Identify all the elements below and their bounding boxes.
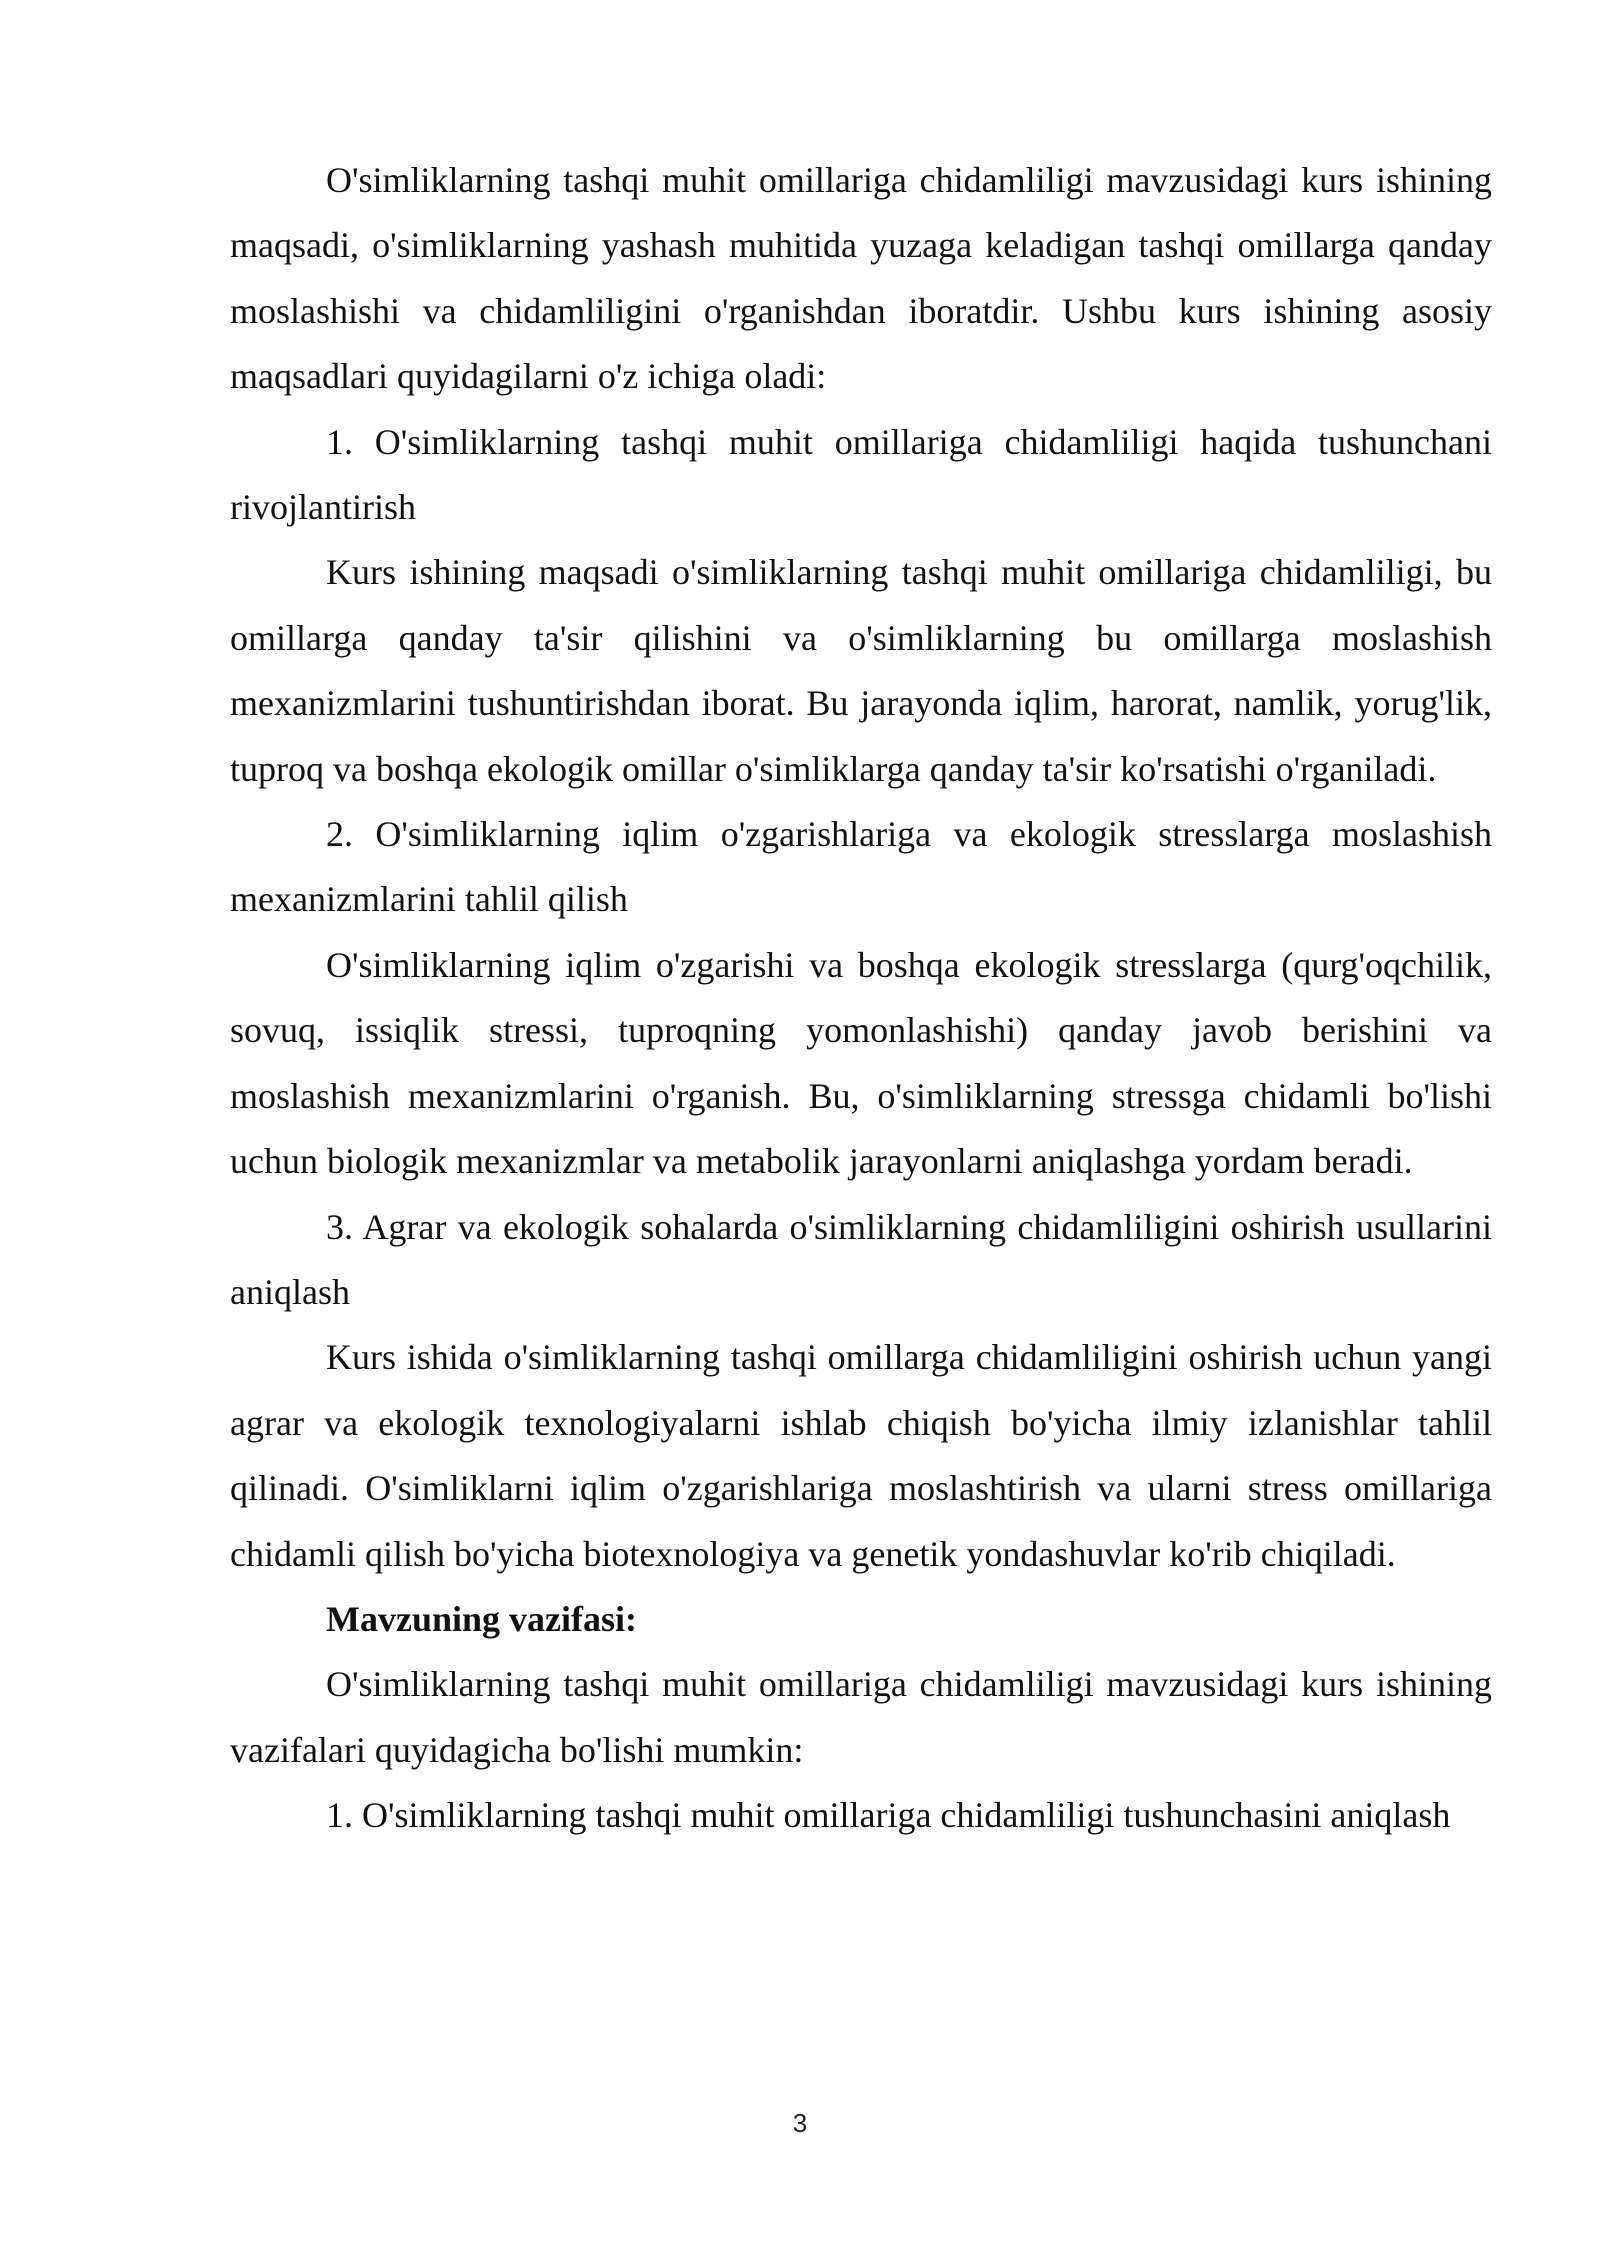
tasks-intro-paragraph: O'simliklarning tashqi muhit omillariga chidamliligi mavzusidagi kurs ishining vazifalari quyidagicha bo'lishi mumkin: (230, 1664, 1492, 1770)
section-heading: Mavzuning vazifasi: (326, 1598, 637, 1639)
goal-item-3: 3. Agrar va ekologik sohalarda o'simliklarning chidamliligini oshirish usullarini aniqlash (230, 1206, 1492, 1312)
goal-1-description: Kurs ishining maqsadi o'simliklarning tashqi muhit omillariga chidamliligi, bu omillarga qanday ta'sir qilishini va o'simliklarning bu omillarga moslashish mexanizmlarini tushuntirishdan iborat. Bu jarayonda iqlim, harorat, namlik, yorug'lik, tuproq va boshqa ekologik omillar o'simliklarga qanday ta'sir ko'rsatishi o'rganiladi. (230, 552, 1492, 789)
intro-paragraph: O'simliklarning tashqi muhit omillariga chidamliligi mavzusidagi kurs ishining maqsadi, o'simliklarning yashash muhitida yuzaga keladigan tashqi omillarga qanday moslashishi va chidamliligini o'rganishdan iboratdir. Ushbu kurs ishining asosiy maqsadlari quyidagilarni o'z ichiga oladi: (230, 160, 1492, 397)
document-body (230, 148, 1492, 1849)
goal-2-description: O'simliklarning iqlim o'zgarishi va boshqa ekologik stresslarga (qurg'oqchilik, sovuq, issiqlik stressi, tuproqning yomonlashishi) qanday javob berishini va moslashish mexanizmlarini o'rganish. Bu, o'simliklarning stressga chidamli bo'lishi uchun biologik mexanizmlar va metabolik jarayonlarni aniqlashga yordam beradi. (230, 944, 1492, 1182)
task-item-1: 1. O'simliklarning tashqi muhit omillariga chidamliligi tushunchasini aniqlash (326, 1795, 1451, 1836)
goal-3-description: Kurs ishida o'simliklarning tashqi omillarga chidamliligini oshirish uchun yangi agrar va ekologik texnologiyalarni ishlab chiqish bo'yicha ilmiy izlanishlar tahlil qilinadi. O'simliklarni iqlim o'zgarishlariga moslashtirish va ularni stress omillariga chidamli qilish bo'yicha biotexnologiya va genetik yondashuvlar ko'rib chiqiladi. (230, 1337, 1492, 1574)
goal-item-1: 1. O'simliklarning tashqi muhit omillariga chidamliligi haqida tushunchani rivojlantirish (230, 421, 1492, 528)
page-number: 3 (792, 2108, 808, 2138)
goal-item-2: 2. O'simliklarning iqlim o'zgarishlariga va ekologik stresslarga moslashish mexanizmlarini tahlil qilish (230, 814, 1492, 920)
